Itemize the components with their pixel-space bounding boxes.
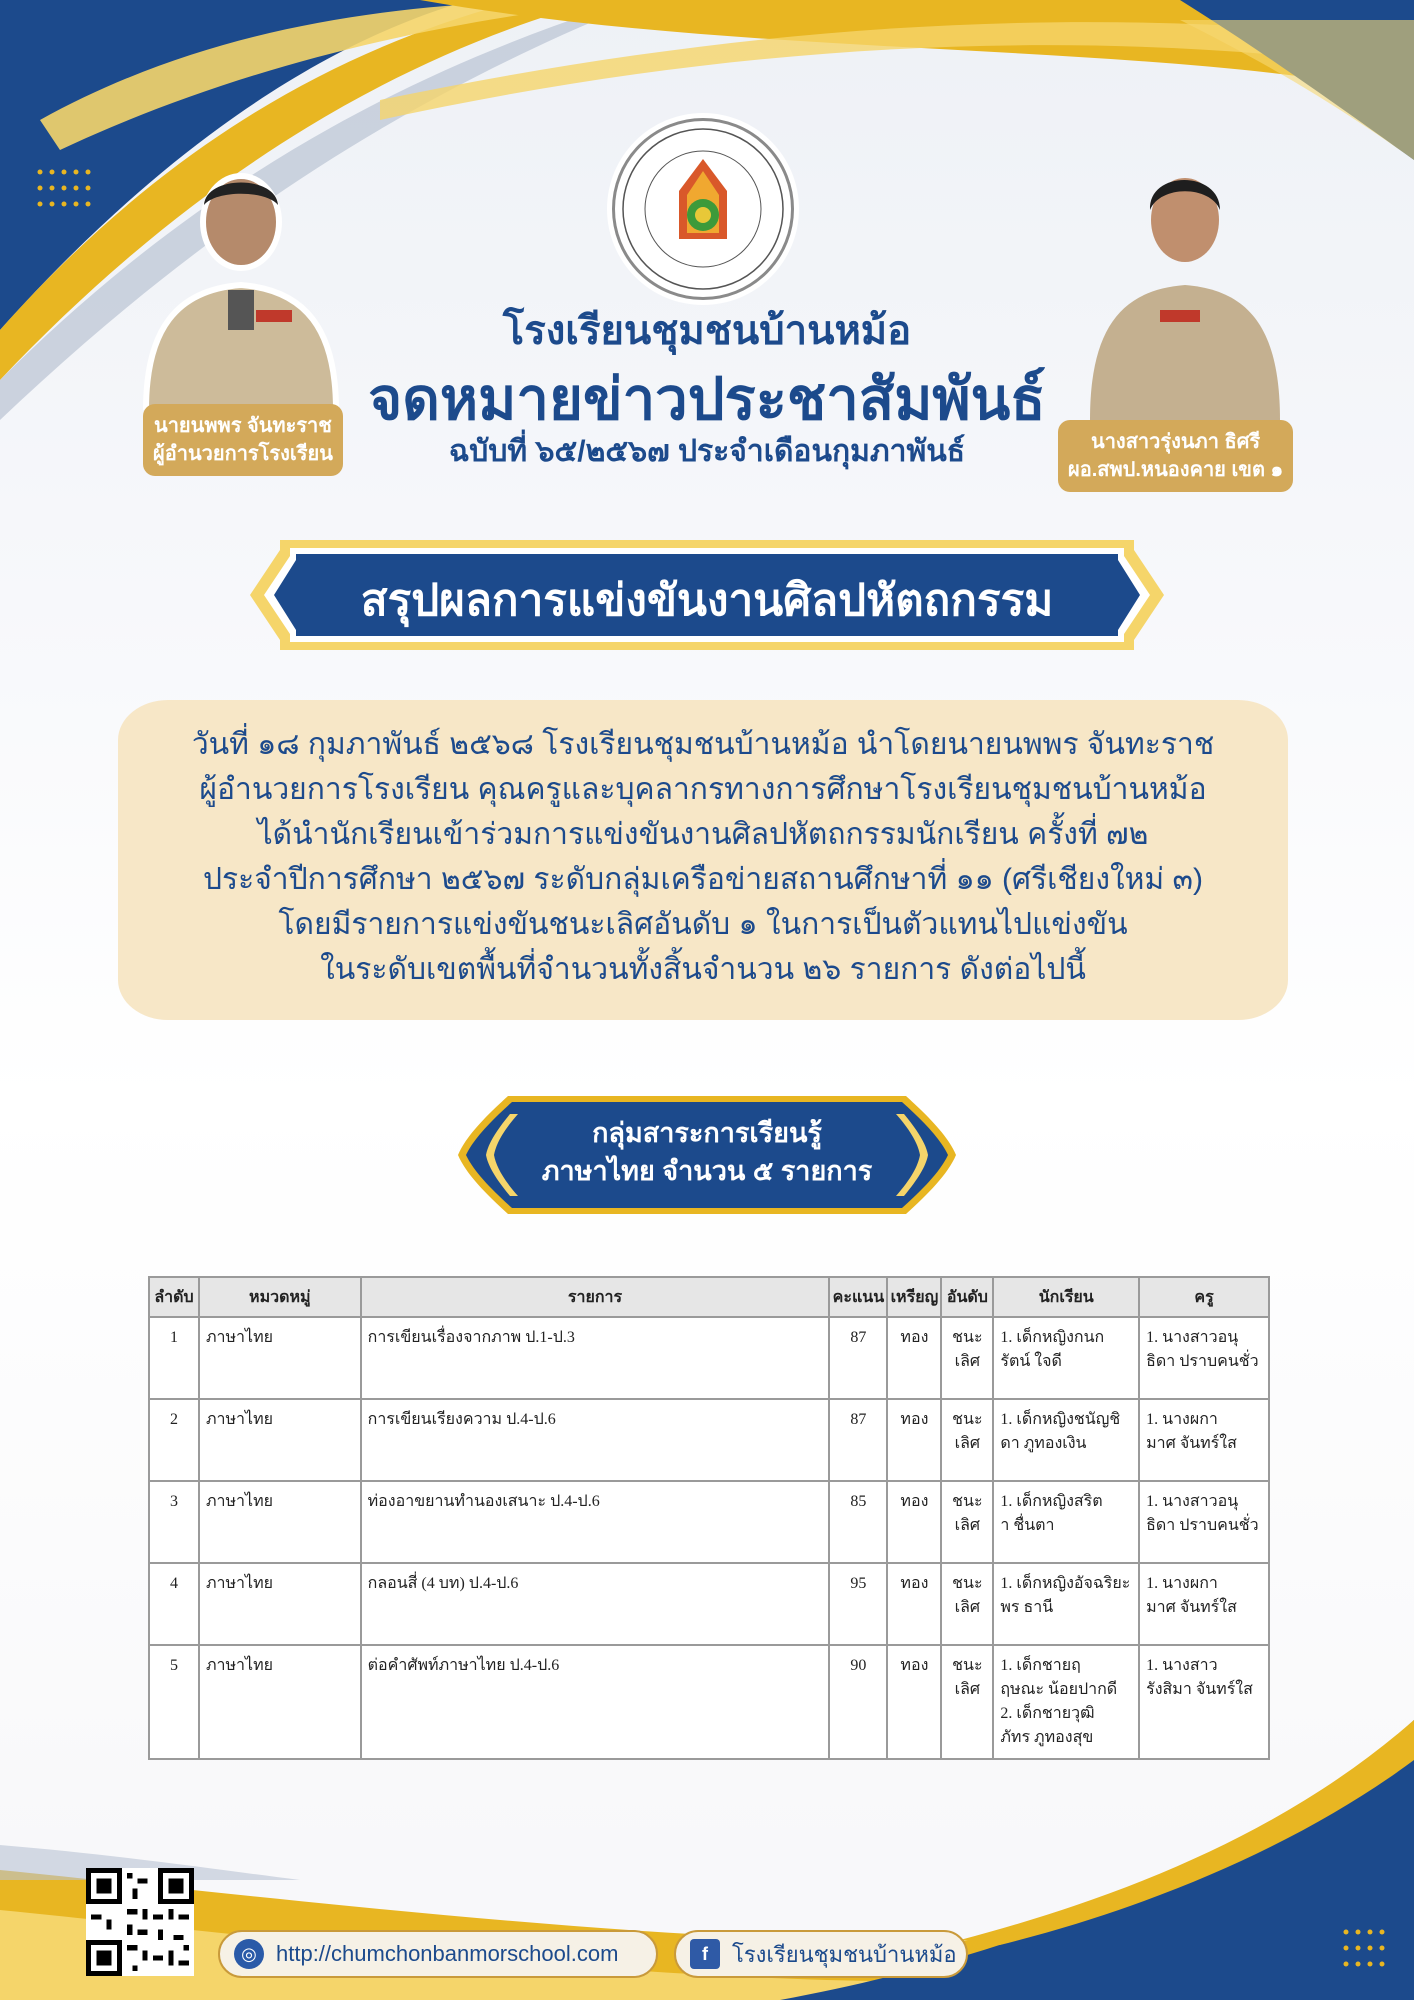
cell-teacher xyxy=(1139,1645,1269,1759)
table-row xyxy=(149,1563,1269,1645)
teacher-line: 1. นางผกา xyxy=(1146,1575,1218,1592)
facebook-page-name: โรงเรียนชุมชนบ้านหม้อ xyxy=(732,1941,957,1967)
cell-category: ภาษาไทย xyxy=(199,1317,361,1399)
cell-item: การเขียนเรียงความ ป.4-ป.6 xyxy=(361,1399,830,1481)
column-header: หมวดหมู่ xyxy=(199,1277,361,1317)
table-header-row xyxy=(149,1277,1269,1317)
rank-line: เลิศ xyxy=(954,1599,981,1616)
teacher-line: มาศ จันทร์ใส xyxy=(1146,1435,1237,1452)
rank-line: ชนะ xyxy=(952,1411,983,1428)
intro-text xyxy=(118,722,1288,992)
cell-medal: ทอง xyxy=(887,1563,941,1645)
column-header: เหรียญ xyxy=(887,1277,941,1317)
cell-score: 90 xyxy=(829,1645,887,1759)
subject-line-2: ภาษาไทย จำนวน ๕ รายการ xyxy=(541,1156,873,1186)
teacher-line: 1. นางสาว xyxy=(1146,1657,1218,1674)
cell-rank xyxy=(941,1563,993,1645)
column-header: นักเรียน xyxy=(993,1277,1139,1317)
table-row xyxy=(149,1399,1269,1481)
cell-student xyxy=(993,1645,1139,1759)
intro-line: ในระดับเขตพื้นที่จำนวนทั้งสิ้นจำนวน ๒๖ รายการ ดังต่อไปนี้ xyxy=(320,953,1086,986)
teacher-line: 1. นางผกา xyxy=(1146,1411,1218,1428)
column-header: อันดับ xyxy=(941,1277,993,1317)
official-position: ผอ.สพป.หนองคาย เขต ๑ xyxy=(1068,459,1284,481)
cell-rank xyxy=(941,1399,993,1481)
student-line: 1. เด็กหญิงอัจฉริยะ xyxy=(1000,1575,1131,1592)
subject-banner-text xyxy=(458,1114,956,1190)
teacher-line: ธิดา ปราบคนชั่ว xyxy=(1146,1517,1259,1534)
cell-medal: ทอง xyxy=(887,1399,941,1481)
results-table xyxy=(148,1276,1270,1760)
cell-teacher xyxy=(1139,1481,1269,1563)
table-row xyxy=(149,1317,1269,1399)
cell-category: ภาษาไทย xyxy=(199,1645,361,1759)
student-line: ฤษณะ น้อยปากดี xyxy=(1000,1681,1118,1698)
official-name-badge xyxy=(1058,420,1293,492)
cell-score: 85 xyxy=(829,1481,887,1563)
cell-no: 2 xyxy=(149,1399,199,1481)
director-position: ผู้อำนวยการโรงเรียน xyxy=(153,443,333,465)
teacher-line: รังสิมา จันทร์ใส xyxy=(1146,1681,1253,1698)
student-line: พร ธานี xyxy=(1000,1599,1054,1616)
student-line: 1. เด็กหญิงกนก xyxy=(1000,1329,1105,1346)
cell-rank xyxy=(941,1317,993,1399)
cell-rank xyxy=(941,1481,993,1563)
teacher-line: 1. นางสาวอนุ xyxy=(1146,1493,1239,1510)
rank-line: ชนะ xyxy=(952,1329,983,1346)
cell-category: ภาษาไทย xyxy=(199,1399,361,1481)
cell-no: 1 xyxy=(149,1317,199,1399)
table-row xyxy=(149,1481,1269,1563)
facebook-icon: f xyxy=(690,1939,720,1969)
cell-item: ต่อคำศัพท์ภาษาไทย ป.4-ป.6 xyxy=(361,1645,830,1759)
cell-rank xyxy=(941,1645,993,1759)
rank-line: ชนะ xyxy=(952,1575,983,1592)
issue-line: ฉบับที่ ๖๕/๒๕๖๗ ประจำเดือนกุมภาพันธ์ xyxy=(448,435,966,468)
student-line: 1. เด็กชายฤ xyxy=(1000,1657,1081,1674)
student-line: รัตน์ ใจดี xyxy=(1000,1353,1062,1370)
cell-medal: ทอง xyxy=(887,1481,941,1563)
column-header: ครู xyxy=(1139,1277,1269,1317)
cell-item: กลอนสี่ (4 บท) ป.4-ป.6 xyxy=(361,1563,830,1645)
column-header: คะแนน xyxy=(829,1277,887,1317)
cell-no: 5 xyxy=(149,1645,199,1759)
rank-line: เลิศ xyxy=(954,1353,981,1370)
newsletter-title: จดหมายข่าวประชาสัมพันธ์ xyxy=(368,367,1046,432)
banner-title: สรุปผลการแข่งขันงานศิลปหัตถกรรม xyxy=(360,576,1054,625)
cell-teacher xyxy=(1139,1317,1269,1399)
rank-line: เลิศ xyxy=(954,1517,981,1534)
teacher-line: ธิดา ปราบคนชั่ว xyxy=(1146,1353,1259,1370)
cell-no: 3 xyxy=(149,1481,199,1563)
cell-teacher xyxy=(1139,1563,1269,1645)
column-header: รายการ xyxy=(361,1277,830,1317)
column-header: ลำดับ xyxy=(149,1277,199,1317)
cell-student xyxy=(993,1317,1139,1399)
cell-category: ภาษาไทย xyxy=(199,1563,361,1645)
qr-code-icon[interactable] xyxy=(86,1868,194,1976)
cell-student xyxy=(993,1563,1139,1645)
student-line: ภัทร ภูทองสุข xyxy=(1000,1729,1094,1746)
cell-medal: ทอง xyxy=(887,1645,941,1759)
student-line: า ชื่นตา xyxy=(1000,1517,1055,1534)
official-name: นางสาวรุ่งนภา ธิศรี xyxy=(1091,431,1261,453)
website-link[interactable] xyxy=(218,1930,658,1978)
school-logo xyxy=(612,118,794,300)
intro-line: ได้นำนักเรียนเข้าร่วมการแข่งขันงานศิลปหัตถกรรมนักเรียน ครั้งที่ ๗๒ xyxy=(257,818,1149,851)
cell-item: การเขียนเรื่องจากภาพ ป.1-ป.3 xyxy=(361,1317,830,1399)
intro-line: วันที่ ๑๘ กุมภาพันธ์ ๒๕๖๘ โรงเรียนชุมชนบ้านหม้อ นำโดยนายนพพร จันทะราช xyxy=(191,728,1215,761)
intro-line: ผู้อำนวยการโรงเรียน คุณครูและบุคลากรทางการศึกษาโรงเรียนชุมชนบ้านหม้อ xyxy=(199,773,1207,806)
rank-line: ชนะ xyxy=(952,1493,983,1510)
subject-line-1: กลุ่มสาระการเรียนรู้ xyxy=(592,1118,822,1148)
cell-score: 95 xyxy=(829,1563,887,1645)
cell-category: ภาษาไทย xyxy=(199,1481,361,1563)
table-row xyxy=(149,1645,1269,1759)
student-line: 1. เด็กหญิงชนัญชิ xyxy=(1000,1411,1121,1428)
student-line: 1. เด็กหญิงสริต xyxy=(1000,1493,1103,1510)
cell-teacher xyxy=(1139,1399,1269,1481)
website-url: http://chumchonbanmorschool.com xyxy=(276,1941,619,1966)
school-name: โรงเรียนชุมชนบ้านหม้อ xyxy=(502,309,912,353)
facebook-link[interactable] xyxy=(674,1930,968,1978)
cell-student xyxy=(993,1481,1139,1563)
cell-no: 4 xyxy=(149,1563,199,1645)
director-portrait xyxy=(136,150,346,380)
intro-line: ประจำปีการศึกษา ๒๕๖๗ ระดับกลุ่มเครือข่ายสถานศึกษาที่ ๑๑ (ศรีเชียงใหม่ ๓) xyxy=(202,863,1204,896)
intro-line: โดยมีรายการแข่งขันชนะเลิศอันดับ ๑ ในการเป็นตัวแทนไปแข่งขัน xyxy=(278,908,1128,941)
cell-medal: ทอง xyxy=(887,1317,941,1399)
student-line: ดา ภูทองเงิน xyxy=(1000,1435,1087,1452)
cell-student xyxy=(993,1399,1139,1481)
director-name-badge xyxy=(143,404,343,476)
teacher-line: มาศ จันทร์ใส xyxy=(1146,1599,1237,1616)
teacher-line: 1. นางสาวอนุ xyxy=(1146,1329,1239,1346)
cell-score: 87 xyxy=(829,1399,887,1481)
official-portrait xyxy=(1080,140,1290,370)
rank-line: เลิศ xyxy=(954,1435,981,1452)
director-name: นายนพพร จันทะราช xyxy=(154,415,332,437)
student-line: 2. เด็กชายวุฒิ xyxy=(1000,1705,1095,1722)
rank-line: ชนะ xyxy=(952,1657,983,1674)
globe-icon: ◎ xyxy=(234,1939,264,1969)
rank-line: เลิศ xyxy=(954,1681,981,1698)
cell-item: ท่องอาขยานทำนองเสนาะ ป.4-ป.6 xyxy=(361,1481,830,1563)
cell-score: 87 xyxy=(829,1317,887,1399)
